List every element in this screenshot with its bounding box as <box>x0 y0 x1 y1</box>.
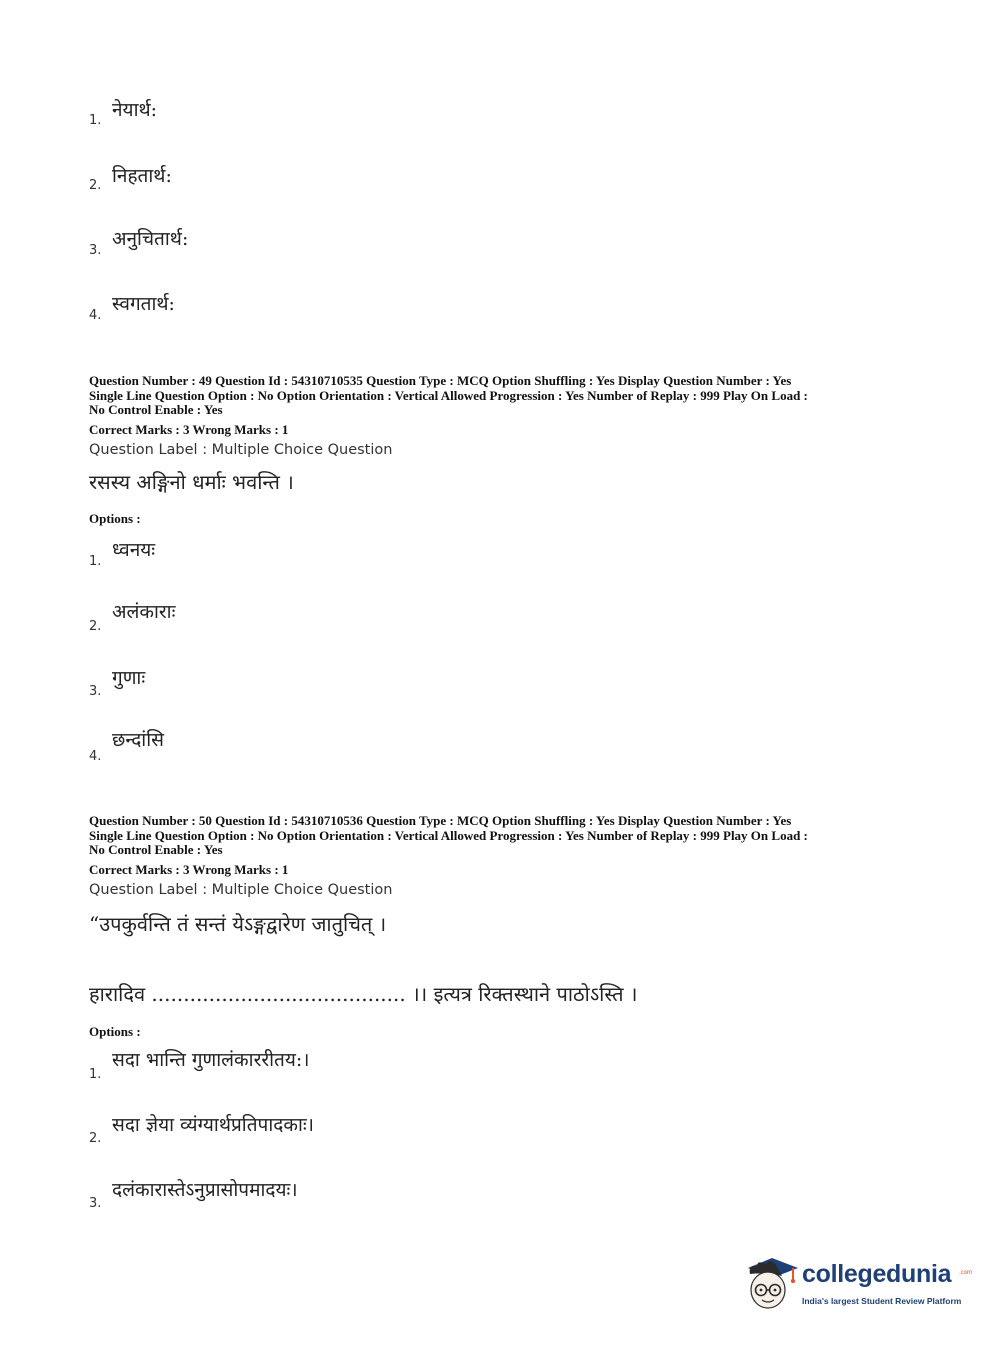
options-heading: Options : <box>89 1024 141 1039</box>
option-text[interactable]: गुणाः <box>112 667 146 689</box>
option-number: 1. <box>89 113 102 128</box>
marks-info: Correct Marks : 3 Wrong Marks : 1 <box>89 862 289 877</box>
option-number: 1. <box>89 554 102 569</box>
option-text[interactable]: ध्वनयः <box>112 539 156 561</box>
option-text[interactable]: अलंकाराः <box>112 601 176 623</box>
option-number: 2. <box>89 619 102 634</box>
option-number: 1. <box>89 1067 102 1082</box>
question-label: Question Label : Multiple Choice Question <box>89 442 393 458</box>
question-stem-line: “उपकुर्वन्ति तं सन्तं येऽङ्गद्वारेण जातुचित् । <box>89 912 387 936</box>
option-text[interactable]: दलंकारास्तेऽनुप्रासोपमादयः। <box>112 1179 298 1201</box>
question-stem: रसस्य अङ्गिनो धर्माः भवन्ति । <box>89 470 294 494</box>
option-number: 3. <box>89 243 102 258</box>
option-number: 4. <box>89 749 102 764</box>
meta-line: No Control Enable : Yes <box>89 842 223 857</box>
option-text[interactable]: स्वगतार्थ: <box>112 293 175 315</box>
marks-info: Correct Marks : 3 Wrong Marks : 1 <box>89 422 289 437</box>
option-number: 4. <box>89 308 102 323</box>
logo-tagline: India's largest Student Review Platform <box>802 1296 962 1306</box>
mascot-icon <box>742 1252 800 1314</box>
meta-line: Question Number : 50 Question Id : 54310710536 Question Type : MCQ Option Shuffling : Yes Display Question Number : Yes <box>89 813 792 828</box>
logo-com: .com <box>959 1270 973 1276</box>
option-number: 3. <box>89 684 102 699</box>
option-text[interactable]: सदा ज्ञेया व्यंग्यार्थप्रतिपादकाः। <box>112 1114 314 1136</box>
option-text[interactable]: अनुचितार्थ: <box>112 228 189 250</box>
meta-line: Single Line Question Option : No Option Orientation : Vertical Allowed Progression : Yes Number of Replay : 999 Play On Load : <box>89 387 808 403</box>
question-meta <box>89 814 919 858</box>
options-heading: Options : <box>89 511 141 526</box>
option-text[interactable]: छन्दांसि <box>112 729 164 751</box>
collegedunia-logo[interactable] <box>742 1248 972 1320</box>
option-number: 2. <box>89 1131 102 1146</box>
option-text[interactable]: सदा भान्ति गुणालंकाररीतय:। <box>112 1049 310 1071</box>
question-stem-line: हारादिव ........................................ ।। इत्यत्र रिक्तस्थाने पाठोऽस्ति । <box>89 982 638 1006</box>
option-number: 3. <box>89 1196 102 1211</box>
meta-line: Single Line Question Option : No Option Orientation : Vertical Allowed Progression : Yes Number of Replay : 999 Play On Load : <box>89 827 808 843</box>
meta-line: No Control Enable : Yes <box>89 402 223 417</box>
option-text[interactable]: नेयार्थ: <box>112 99 158 121</box>
meta-line: Question Number : 49 Question Id : 54310710535 Question Type : MCQ Option Shuffling : Yes Display Question Number : Yes <box>89 373 792 388</box>
logo-wordmark: collegedunia <box>802 1260 952 1288</box>
option-number: 2. <box>89 178 102 193</box>
option-text[interactable]: निहतार्थ: <box>112 165 172 187</box>
question-meta <box>89 374 919 418</box>
question-label: Question Label : Multiple Choice Question <box>89 882 393 898</box>
